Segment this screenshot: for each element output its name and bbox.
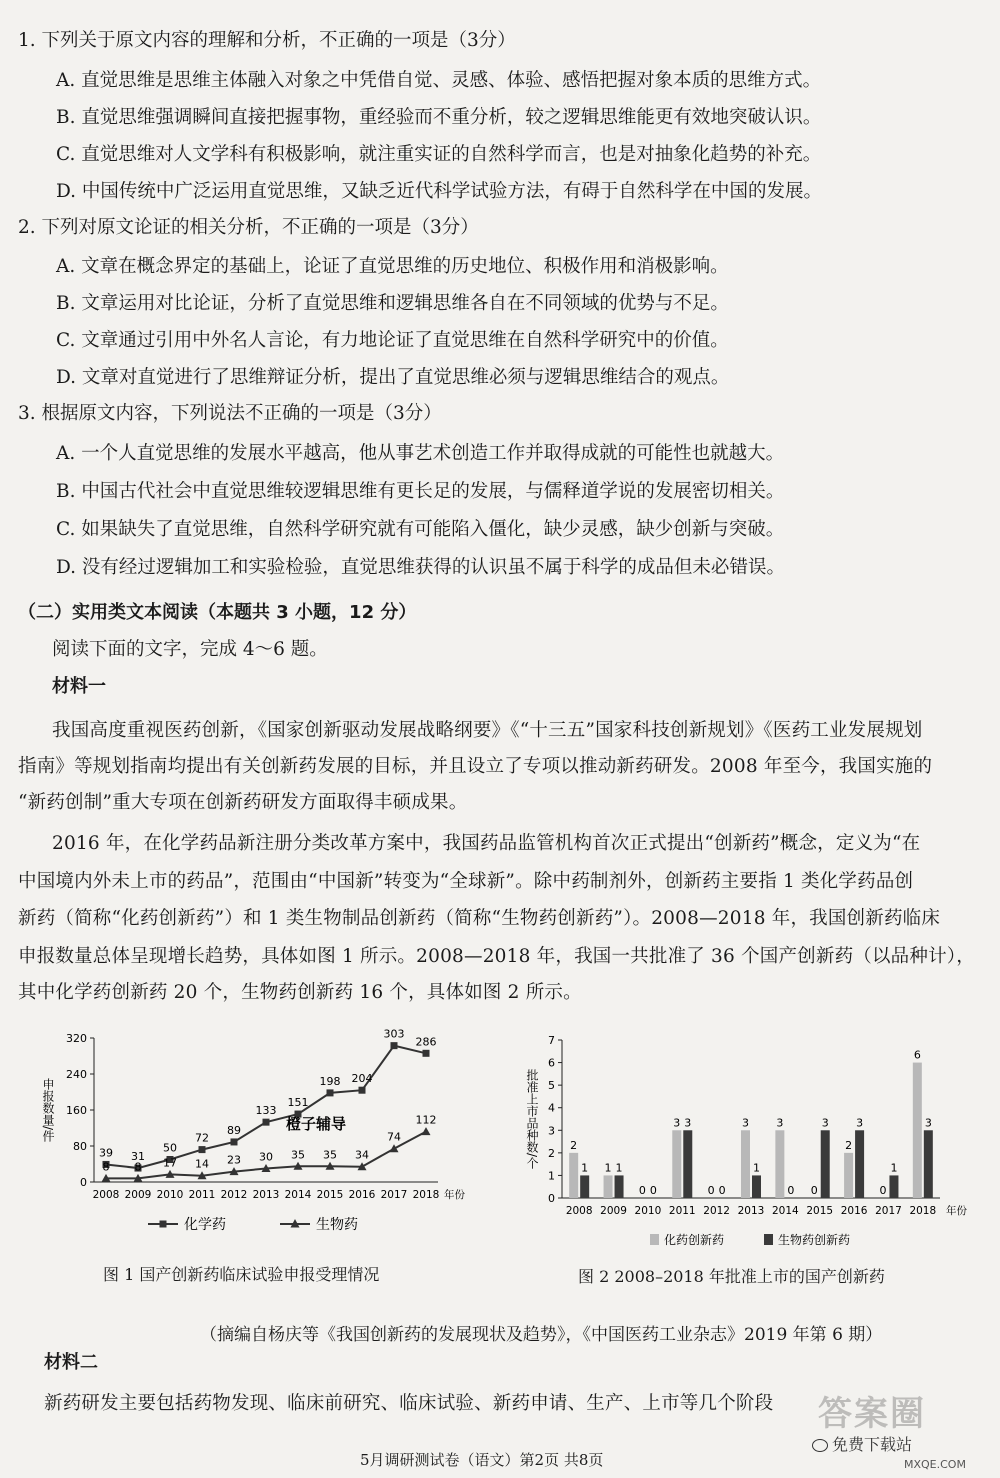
y-tick-label: 1: [548, 1169, 555, 1183]
data-label: 3: [856, 1116, 864, 1130]
x-tick-label: 2009: [124, 1189, 152, 1201]
material-1-line: 指南》等规划指南均提出有关创新药发展的目标，并且设立了专项以推动新药研发。2008 年至今，我国实施的: [18, 756, 933, 777]
data-point: [390, 1144, 399, 1152]
data-label: 0: [649, 1184, 657, 1197]
x-tick-label: 2010: [156, 1189, 184, 1201]
y-tick-label: 0: [80, 1176, 87, 1189]
bar-biological: [855, 1130, 864, 1198]
material-1-line: “新药创制”重大专项在创新药研发方面取得丰硕成果。: [18, 792, 468, 813]
data-label: 8: [134, 1160, 142, 1174]
figure-1-line-chart: [18, 1020, 488, 1250]
x-tick-label: 2018: [412, 1189, 440, 1201]
data-label: 198: [319, 1074, 341, 1088]
x-tick-label: 2015: [806, 1205, 834, 1217]
legend-label-biological: 生物药: [316, 1217, 358, 1233]
legend-swatch-biological: [764, 1234, 773, 1245]
data-label: 35: [291, 1148, 305, 1162]
x-tick-label: 2014: [771, 1205, 799, 1217]
data-label: 3: [673, 1116, 681, 1130]
bar-biological: [615, 1175, 624, 1198]
question-1-option-c: C. 直觉思维对人文学科有积极影响，就注重实证的自然科学而言，也是对抽象化趋势的补充。: [56, 144, 822, 165]
question-2-option-a: A. 文章在概念界定的基础上，论证了直觉思维的历史地位、积极作用和消极影响。: [56, 256, 729, 277]
x-tick-label: 2011: [188, 1189, 216, 1201]
x-tick-label: 2010: [634, 1205, 662, 1217]
y-axis-label: 申报数量/件: [41, 1077, 55, 1143]
data-point: [423, 1050, 430, 1057]
data-point: [231, 1138, 238, 1145]
x-tick-label: 2009: [600, 1205, 627, 1217]
data-label: 151: [287, 1096, 309, 1110]
data-label: 0: [707, 1184, 715, 1197]
bar-biological: [752, 1175, 761, 1198]
x-tick-label: 2014: [284, 1189, 312, 1201]
data-label: 30: [259, 1150, 273, 1164]
y-tick-label: 320: [66, 1032, 87, 1045]
data-label: 0: [879, 1184, 887, 1197]
y-tick-label: 240: [66, 1068, 87, 1081]
question-3-option-a: A. 一个人直觉思维的发展水平越高，他从事艺术创造工作并取得成就的可能性也就越大。: [56, 443, 785, 464]
bar-chemical: [913, 1063, 922, 1198]
legend-label-biological: 生物药创新药: [778, 1233, 851, 1247]
watermark-subtitle: 免费下载站: [812, 1432, 912, 1455]
question-2-stem: 2. 下列对原文论证的相关分析，不正确的一项是（3分）: [18, 217, 479, 238]
bar-biological: [821, 1130, 830, 1198]
question-3-option-d: D. 没有经过逻辑加工和实验检验，直觉思维获得的认识虽不属于科学的成品但未必错误。: [56, 557, 785, 578]
data-point: [199, 1146, 206, 1153]
data-label: 133: [255, 1104, 277, 1118]
watermark-chat-icon: [812, 1439, 828, 1452]
data-label: 0: [810, 1184, 818, 1197]
watermark-url: MXQE.COM: [904, 1458, 966, 1471]
data-label: 3: [776, 1116, 784, 1130]
legend-label-chemical: 化药创新药: [664, 1233, 725, 1247]
material-1-line: 申报数量总体呈现增长趋势，具体如图 1 所示。2008—2018 年，我国一共批准了 36 个国产创新药（以品种计），: [18, 946, 975, 967]
legend-swatch-chemical: [650, 1234, 659, 1245]
data-label: 31: [131, 1150, 145, 1164]
data-label: 0: [638, 1184, 646, 1197]
data-point: [422, 1127, 431, 1135]
bar-chemical: [672, 1130, 681, 1198]
data-label: 1: [890, 1161, 898, 1175]
chart-annotation: 橙子辅导: [286, 1114, 347, 1133]
x-tick-label: 2013: [737, 1205, 765, 1217]
material-1-line: 新药（简称“化药创新药”）和 1 类生物制品创新药（简称“生物药创新药”）。2008—2018 年，我国创新药临床: [18, 908, 941, 929]
material-1-line: 2016 年，在化学药品新注册分类改革方案中，我国药品监管机构首次正式提出“创新药”概念，定义为“在: [52, 833, 921, 854]
data-label: 8: [102, 1160, 110, 1174]
x-axis-label: 年份: [946, 1205, 967, 1217]
figure-2-caption: 图 2 2008–2018 年批准上市的国产创新药: [578, 1267, 885, 1286]
data-label: 1: [604, 1161, 612, 1175]
section-title: （二）实用类文本阅读（本题共 3 小题，12 分）: [18, 602, 417, 623]
data-label: 1: [615, 1161, 623, 1175]
data-point: [391, 1042, 398, 1049]
x-tick-label: 2012: [703, 1205, 731, 1217]
x-tick-label: 2008: [92, 1189, 120, 1201]
material-2-line: 新药研发主要包括药物发现、临床前研究、临床试验、新药申请、生产、上市等几个阶段: [44, 1393, 774, 1414]
y-tick-label: 0: [548, 1192, 555, 1205]
data-label: 0: [718, 1184, 726, 1197]
data-label: 2: [570, 1138, 578, 1152]
data-label: 3: [684, 1116, 692, 1130]
x-tick-label: 2011: [668, 1205, 696, 1217]
bar-chemical: [604, 1175, 613, 1198]
question-1-option-d: D. 中国传统中广泛运用直觉思维，又缺乏近代科学试验方法，有碍于自然科学在中国的发展。: [56, 181, 822, 202]
data-point: [327, 1089, 334, 1096]
bar-biological: [924, 1130, 933, 1198]
data-label: 3: [821, 1116, 829, 1130]
data-label: 3: [742, 1116, 749, 1130]
material-1-line: 我国高度重视医药创新，《国家创新驱动发展战略纲要》《“十三五”国家科技创新规划》《医药工业发展规划: [52, 720, 923, 741]
source-citation: （摘编自杨庆等《我国创新药的发展现状及趋势》，《中国医药工业杂志》2019 年第 6 期）: [200, 1325, 883, 1345]
figure-1-caption: 图 1 国产创新药临床试验申报受理情况: [103, 1265, 380, 1284]
x-tick-label: 2012: [220, 1189, 248, 1201]
bar-chemical: [844, 1153, 853, 1198]
x-tick-label: 2015: [316, 1189, 344, 1201]
question-1-option-b: B. 直觉思维强调瞬间直接把握事物，重经验而不重分析，较之逻辑思维能更有效地突破认识。: [56, 107, 822, 128]
material-2-label: 材料二: [44, 1352, 98, 1373]
bar-chemical: [569, 1153, 578, 1198]
y-tick-label: 160: [66, 1104, 87, 1117]
y-tick-label: 4: [548, 1101, 555, 1115]
x-tick-label: 2017: [875, 1205, 902, 1217]
bar-chemical: [775, 1130, 784, 1198]
data-point: [359, 1087, 366, 1094]
x-axis-label: 年份: [444, 1189, 465, 1201]
y-tick-label: 7: [548, 1034, 555, 1047]
material-1-line: 中国境内外未上市的药品”，范围由“中国新”转变为“全球新”。除中药制剂外，创新药主要指 1 类化学药品创: [18, 871, 914, 892]
question-1-stem: 1. 下列关于原文内容的理解和分析，不正确的一项是（3分）: [18, 30, 516, 51]
x-tick-label: 2018: [909, 1205, 937, 1217]
data-label: 23: [227, 1153, 241, 1167]
data-label: 112: [415, 1113, 437, 1127]
section-instruction: 阅读下面的文字，完成 4～6 题。: [52, 639, 328, 660]
data-label: 0: [787, 1184, 795, 1197]
x-tick-label: 2013: [252, 1189, 280, 1201]
legend-label-chemical: 化学药: [184, 1217, 226, 1233]
x-tick-label: 2016: [840, 1205, 868, 1217]
data-label: 1: [581, 1161, 589, 1175]
question-2-option-c: C. 文章通过引用中外名人言论，有力地论证了直觉思维在自然科学研究中的价值。: [56, 330, 729, 351]
data-label: 35: [323, 1148, 337, 1162]
y-tick-label: 80: [73, 1140, 87, 1153]
data-label: 303: [383, 1027, 405, 1041]
question-3-stem: 3. 根据原文内容，下列说法不正确的一项是（3分）: [18, 403, 442, 424]
data-label: 2: [845, 1138, 853, 1152]
bar-chemical: [741, 1130, 750, 1198]
data-label: 17: [163, 1156, 177, 1170]
y-tick-label: 5: [548, 1079, 555, 1093]
y-tick-label: 2: [548, 1146, 555, 1160]
data-label: 34: [355, 1148, 369, 1162]
data-label: 6: [913, 1048, 921, 1062]
data-label: 39: [99, 1146, 113, 1160]
y-tick-label: 3: [548, 1124, 555, 1138]
x-tick-label: 2017: [380, 1189, 408, 1201]
data-label: 204: [351, 1072, 373, 1086]
data-label: 74: [387, 1130, 401, 1144]
data-label: 89: [227, 1123, 241, 1137]
legend-marker-square: [160, 1221, 167, 1228]
question-3-option-b: B. 中国古代社会中直觉思维较逻辑思维有更长足的发展，与儒释道学说的发展密切相关。: [56, 481, 785, 502]
y-axis-label: 批准上市品种数/个: [525, 1068, 539, 1170]
material-1-line: 其中化学药创新药 20 个，生物药创新药 16 个，具体如图 2 所示。: [18, 982, 582, 1003]
page-footer: 5月调研测试卷（语文）第2页 共8页: [360, 1451, 604, 1469]
bar-biological: [683, 1130, 692, 1198]
data-label: 72: [195, 1131, 209, 1145]
watermark-title: 答案圈: [818, 1394, 926, 1434]
data-label: 286: [415, 1035, 437, 1049]
data-label: 3: [924, 1116, 932, 1130]
x-tick-label: 2008: [565, 1205, 593, 1217]
figure-2-bar-chart: [510, 1020, 990, 1255]
question-2-option-b: B. 文章运用对比论证，分析了直觉思维和逻辑思维各自在不同领域的优势与不足。: [56, 293, 729, 314]
data-point: [263, 1119, 270, 1126]
watermark-logo: [806, 1378, 996, 1474]
data-label: 50: [163, 1141, 177, 1155]
y-tick-label: 6: [548, 1056, 555, 1070]
bar-biological: [889, 1175, 898, 1198]
data-label: 1: [753, 1161, 760, 1175]
question-2-option-d: D. 文章对直觉进行了思维辩证分析，提出了直觉思维必须与逻辑思维结合的观点。: [56, 367, 730, 388]
question-1-option-a: A. 直觉思维是思维主体融入对象之中凭借自觉、灵感、体验、感悟把握对象本质的思维方式。: [56, 70, 822, 91]
bar-biological: [580, 1175, 589, 1198]
material-1-label: 材料一: [52, 676, 106, 697]
x-tick-label: 2016: [348, 1189, 376, 1201]
data-label: 14: [195, 1157, 209, 1171]
question-3-option-c: C. 如果缺失了直觉思维，自然科学研究就有可能陷入僵化，缺少灵感，缺少创新与突破。: [56, 519, 785, 540]
